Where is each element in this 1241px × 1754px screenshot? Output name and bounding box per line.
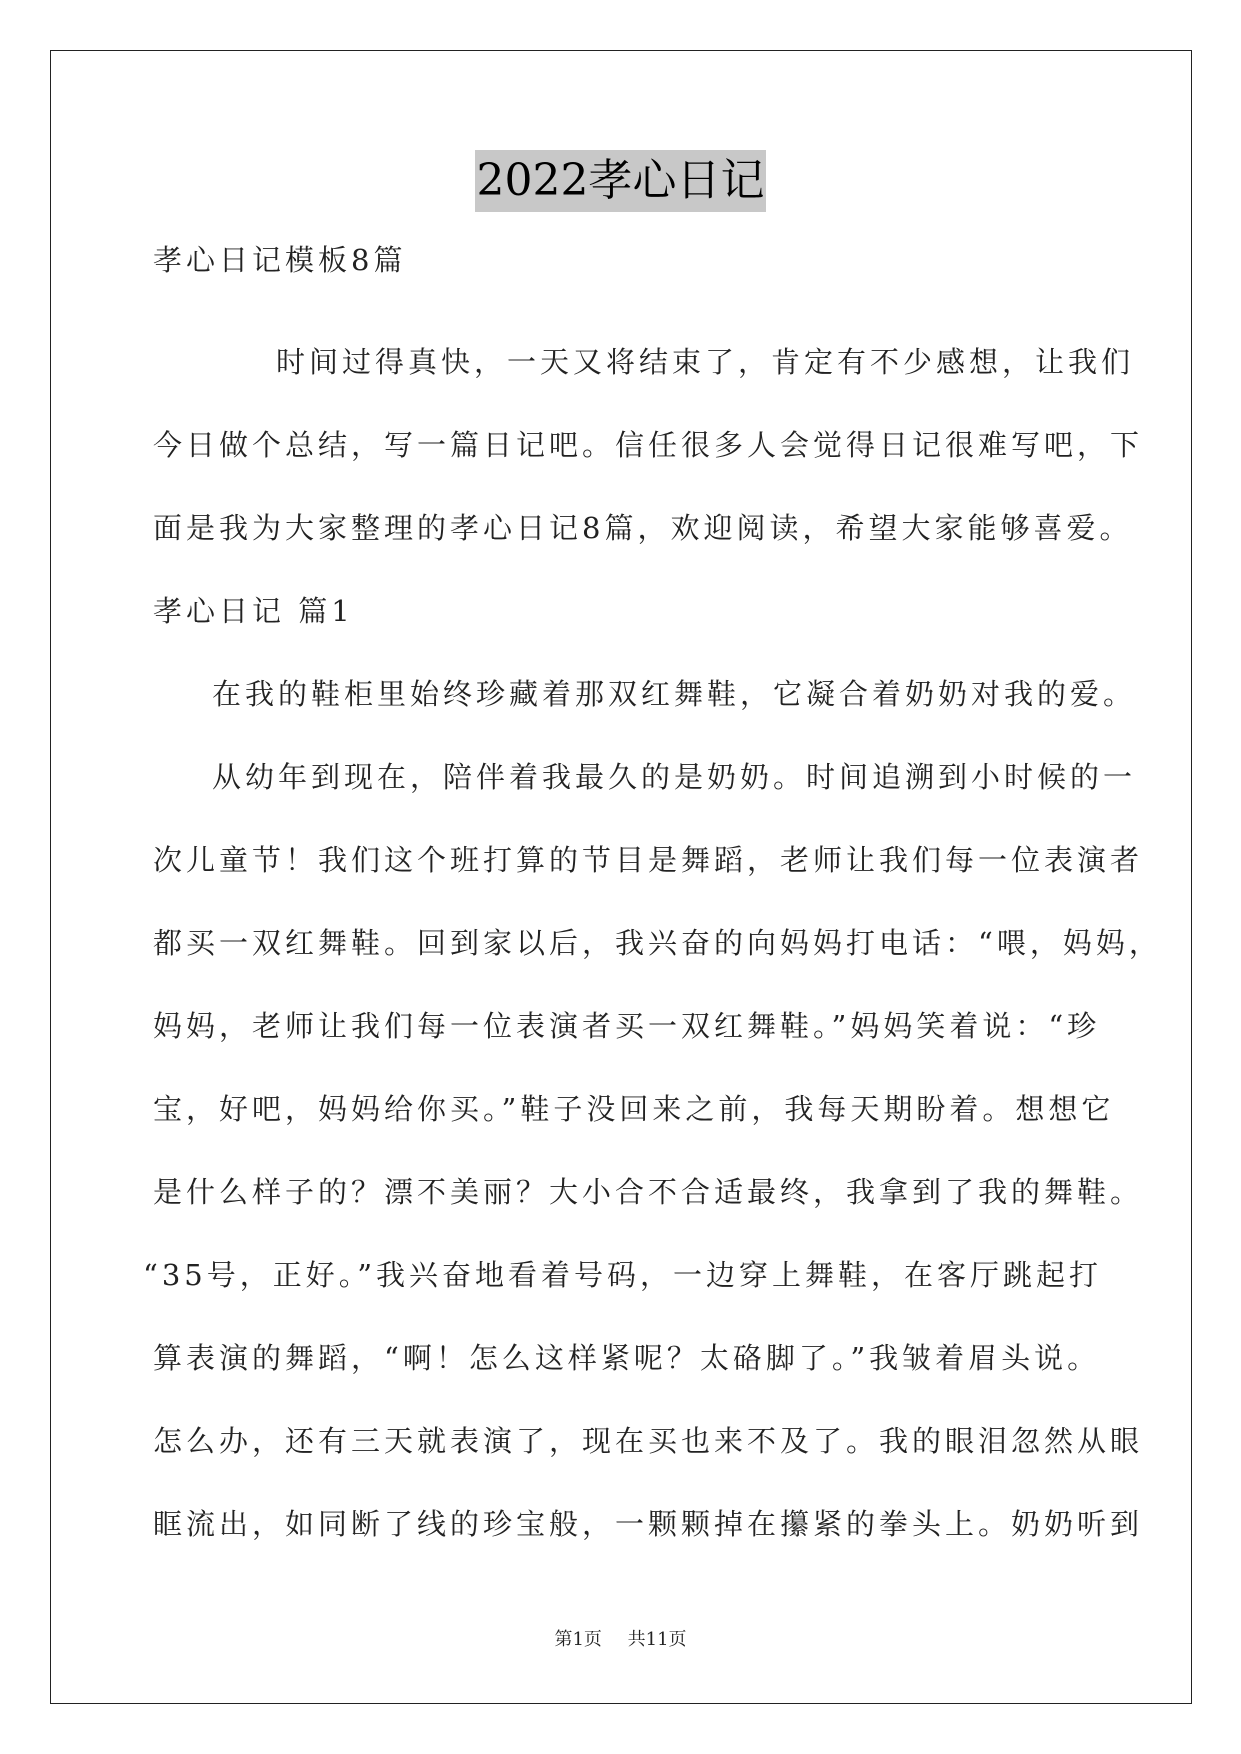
text-line: 从幼年到现在，陪伴着我最久的是奶奶。时间追溯到小时候的一 (212, 760, 1137, 794)
page-footer (0, 1625, 1241, 1651)
title-container (0, 150, 1241, 212)
section-heading: 孝心日记 篇1 (153, 594, 354, 628)
subtitle-line: 孝心日记模板8篇 (153, 243, 407, 277)
text-line: 怎么办，还有三天就表演了，现在买也来不及了。我的眼泪忽然从眼 (153, 1424, 1144, 1458)
text-line: 是什么样子的？漂不美丽？大小合不合适最终，我拿到了我的舞鞋。 (153, 1175, 1144, 1209)
text-line: 眶流出，如同断了线的珍宝般，一颗颗掉在攥紧的拳头上。奶奶听到 (153, 1507, 1144, 1541)
text-line: 算表演的舞蹈，“啊！怎么这样紧呢？太硌脚了。”我皱着眉头说。 (153, 1341, 1101, 1375)
text-line: 宝，好吧，妈妈给你买。”鞋子没回来之前，我每天期盼着。想想它 (153, 1092, 1115, 1126)
text-line: 面是我为大家整理的孝心日记8篇，欢迎阅读，希望大家能够喜爱。 (153, 511, 1133, 545)
text-line: 时间过得真快，一天又将结束了，肯定有不少感想，让我们 (276, 345, 1135, 379)
text-line: 都买一双红舞鞋。回到家以后，我兴奋的向妈妈打电话：“喂，妈妈， (153, 926, 1162, 960)
page-number: 第1页 (554, 1629, 602, 1650)
text-line: 妈妈，老师让我们每一位表演者买一双红舞鞋。”妈妈笑着说：“珍 (153, 1009, 1101, 1043)
document-title: 2022孝心日记 (475, 150, 767, 212)
text-line: “35号，正好。”我兴奋地看着号码，一边穿上舞鞋，在客厅跳起打 (143, 1258, 1103, 1292)
text-line: 次儿童节！我们这个班打算的节目是舞蹈，老师让我们每一位表演者 (153, 843, 1144, 877)
text-line: 今日做个总结，写一篇日记吧。信任很多人会觉得日记很难写吧，下 (153, 428, 1144, 462)
page-total: 共11页 (627, 1629, 687, 1650)
text-line: 在我的鞋柜里始终珍藏着那双红舞鞋，它凝合着奶奶对我的爱。 (212, 677, 1137, 711)
